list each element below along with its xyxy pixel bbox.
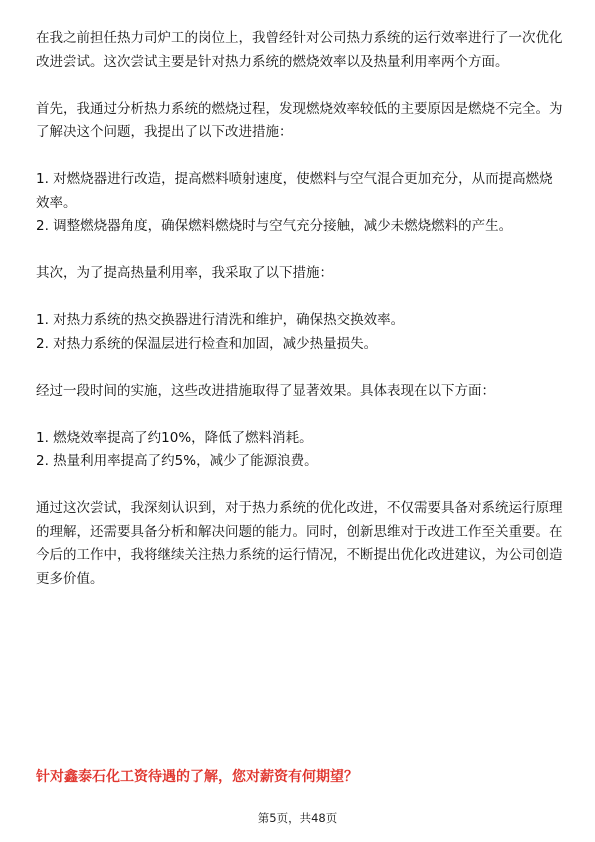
paragraph: 通过这次尝试，我深刻认识到，对于热力系统的优化改进，不仅需要具备对系统运行原理的理解，还需要具备分析和解决问题的能力。同时，创新思维对于改进工作至关重要。在今后的工作中，我将继续关注热力系统的运行情况，不断提出优化改进建议，为公司创造更多价值。 (36, 500, 563, 587)
paragraph-gap (36, 74, 564, 98)
list-item: 1. 燃烧效率提高了约10%，降低了燃料消耗。 (36, 429, 313, 446)
paragraph: 其次，为了提高热量利用率，我采取了以下措施： (36, 265, 333, 281)
paragraph-gap (36, 145, 564, 169)
paragraph-gap (36, 356, 564, 380)
answer-body (36, 27, 564, 591)
question-heading: 针对鑫泰石化工资待遇的了解，您对薪资有何期望？ (36, 769, 358, 785)
list-item: 2. 热量利用率提高了约5%，减少了能源浪费。 (36, 453, 318, 469)
page-number: 第5页，共48页 (257, 811, 338, 825)
list-item: 2. 对热力系统的保温层进行检查和加固，减少热量损失。 (36, 335, 378, 352)
paragraph: 首先，我通过分析热力系统的燃烧过程，发现燃烧效率较低的主要原因是燃烧不完全。为了解决这个问题，我提出了以下改进措施： (36, 100, 563, 140)
list-item: 2. 调整燃烧器角度，确保燃料燃烧时与空气充分接触，减少未燃烧燃料的产生。 (36, 218, 513, 234)
paragraph-gap (36, 239, 564, 263)
list-item: 1. 对燃烧器进行改造，提高燃料喷射速度，使燃料与空气混合更加充分，从而提高燃烧效率。 (36, 171, 553, 211)
paragraph-gap (36, 403, 564, 427)
list-item: 1. 对热力系统的热交换器进行清洗和维护，确保热交换效率。 (36, 312, 405, 328)
paragraph-gap (36, 474, 564, 498)
paragraph: 在我之前担任热力司炉工的岗位上，我曾经针对公司热力系统的运行效率进行了一次优化改进尝试。这次尝试主要是针对热力系统的燃烧效率以及热量利用率两个方面。 (36, 30, 563, 70)
paragraph: 经过一段时间的实施，这些改进措施取得了显著效果。具体表现在以下方面： (36, 382, 495, 399)
paragraph-gap (36, 286, 564, 310)
